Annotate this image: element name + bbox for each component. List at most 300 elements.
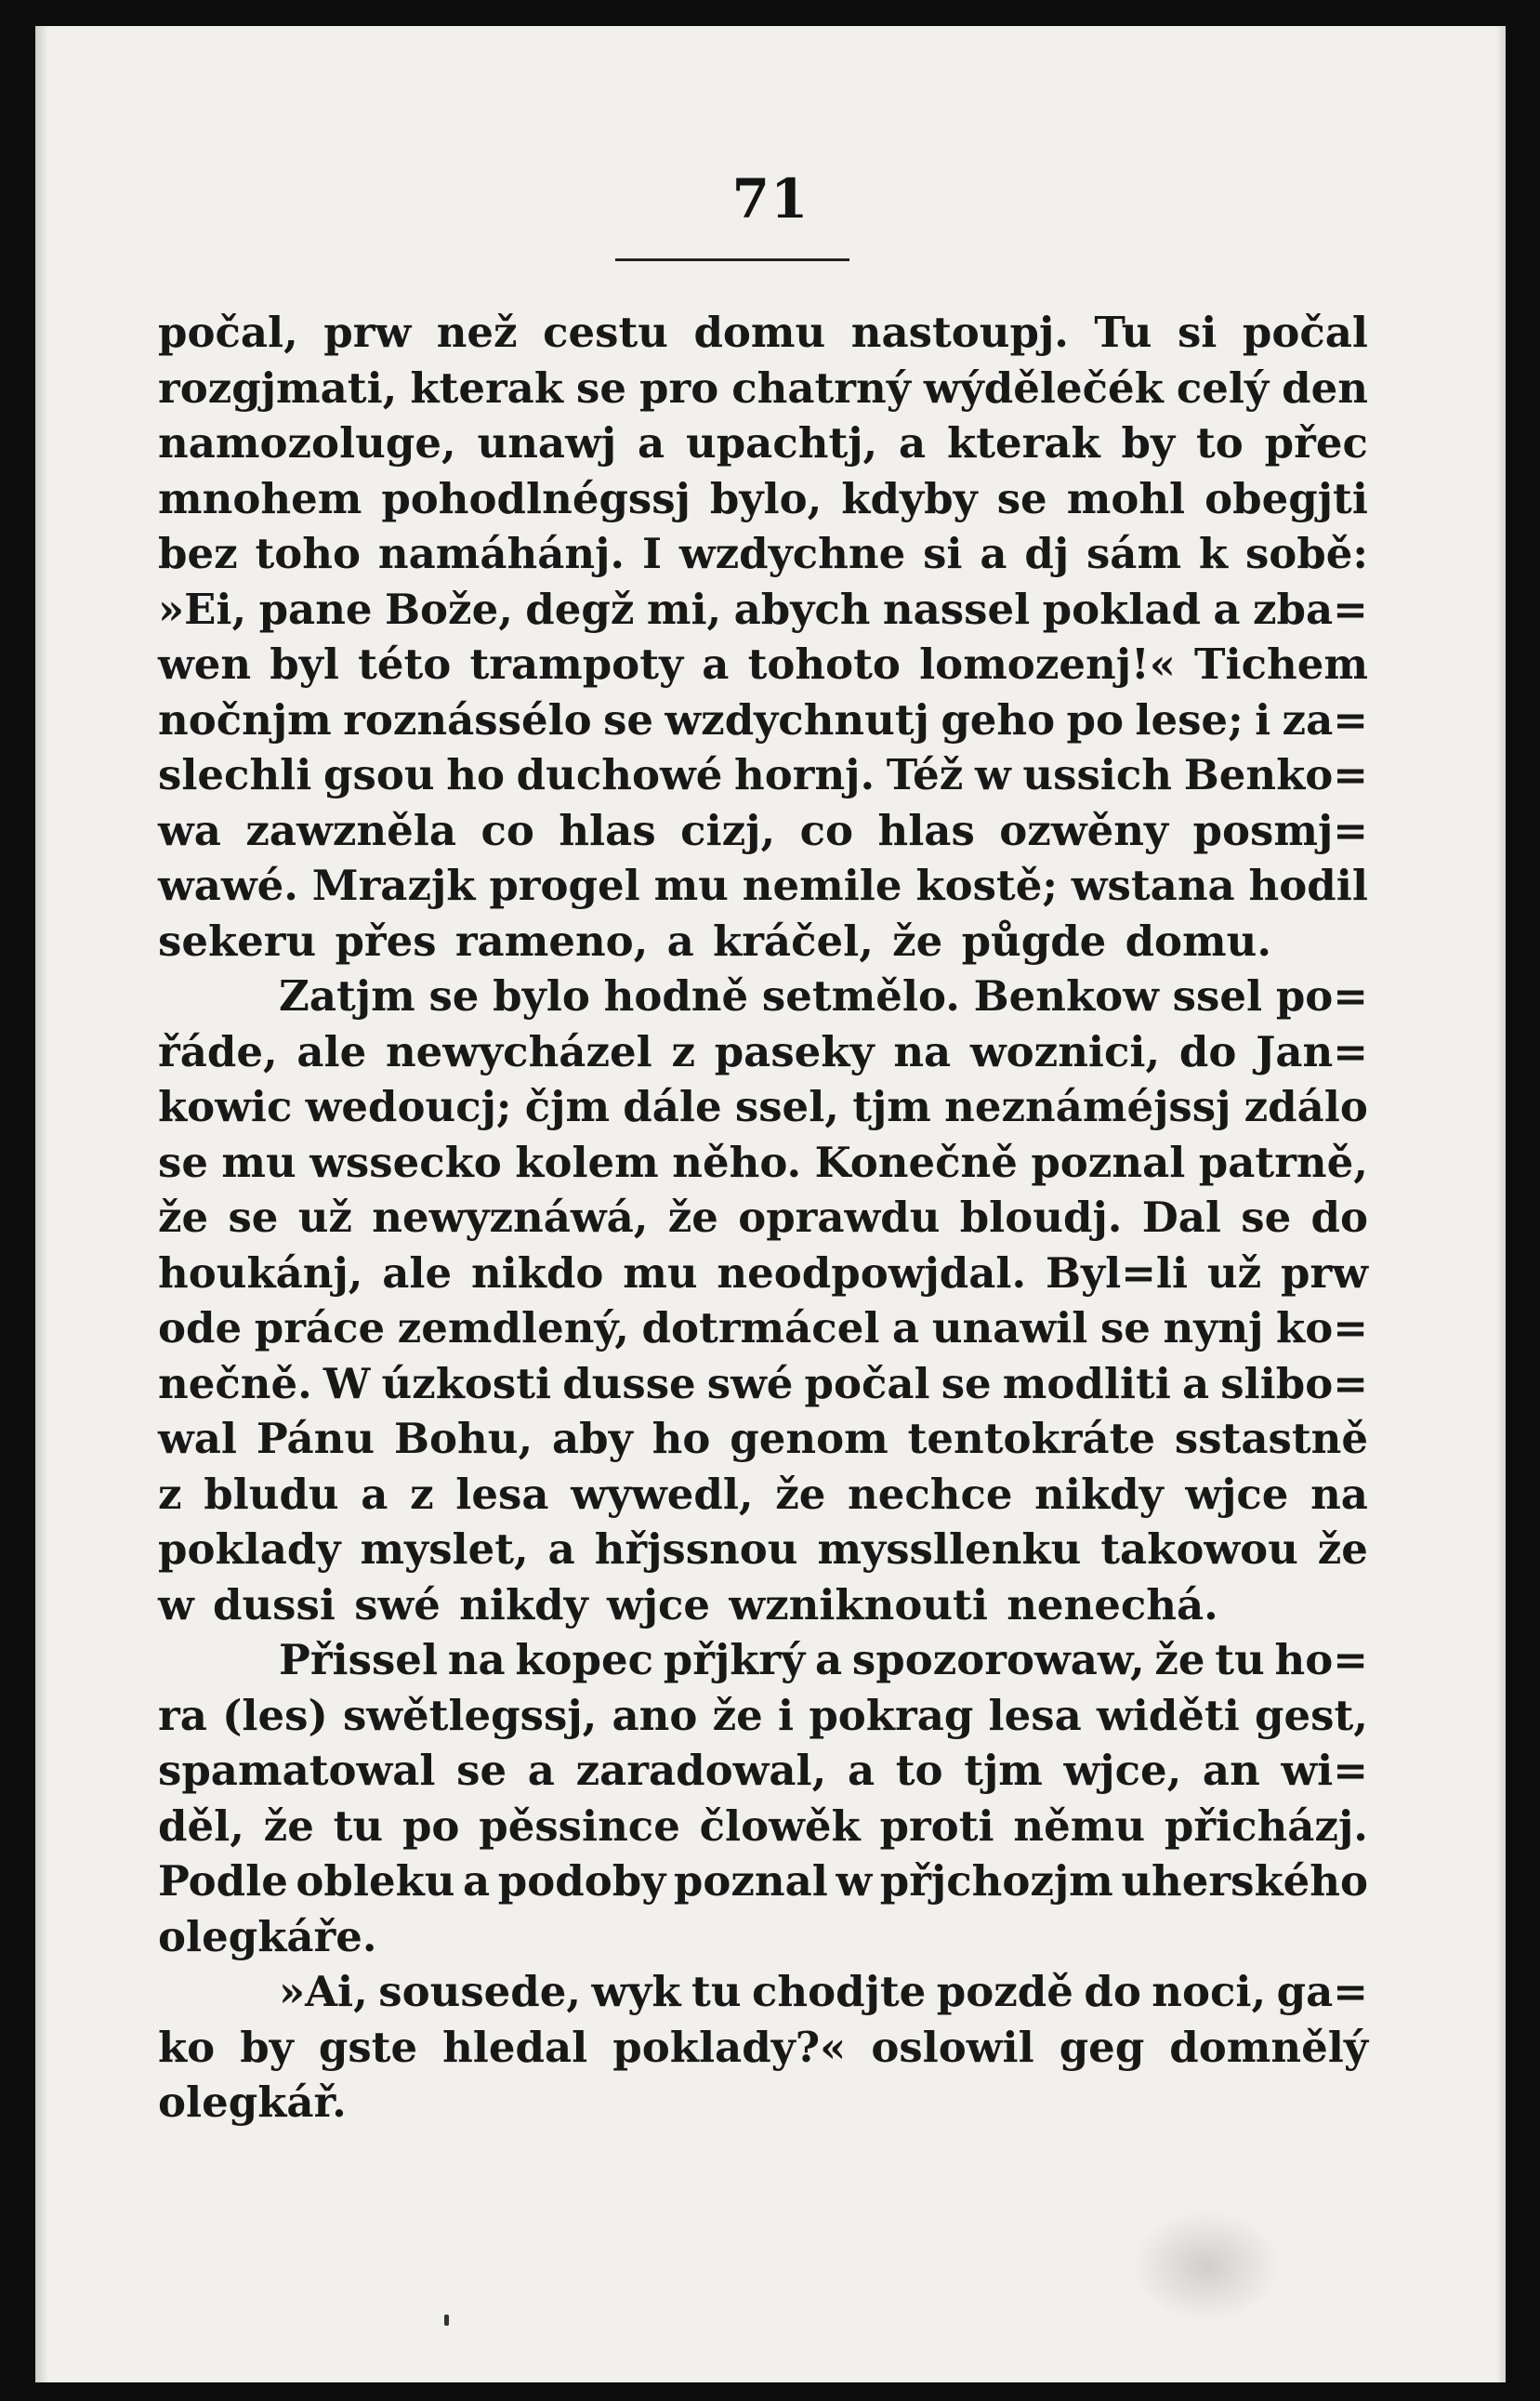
word: do [1178, 1026, 1237, 1076]
word: se [1241, 1193, 1292, 1242]
text-line [158, 416, 1368, 471]
page-edge-shadow [1496, 26, 1506, 2382]
word: tjm [964, 1746, 1043, 1795]
word: proti [879, 1801, 994, 1851]
word: hlas [877, 805, 975, 855]
word: se [456, 1746, 507, 1795]
word: že [892, 916, 943, 966]
word: spozorowaw, [851, 1635, 1145, 1684]
word: a [1213, 584, 1241, 634]
word: kterak [947, 418, 1100, 468]
word: úzkosti [381, 1358, 552, 1408]
word: domnělý [1169, 2022, 1368, 2072]
word: aby [552, 1414, 633, 1463]
word: i [778, 1690, 795, 1740]
word: hodně [603, 971, 749, 1021]
word: mohl [1066, 473, 1186, 523]
word: wzniknouti [729, 1579, 988, 1629]
word: swé [706, 1358, 794, 1408]
text-line [158, 2075, 1368, 2131]
page-gutter-shadow [35, 26, 48, 2382]
word: Pánu [256, 1414, 375, 1463]
word: Podle [158, 1856, 288, 1906]
text-line [158, 1300, 1368, 1356]
word: wedoucj; [305, 1082, 512, 1131]
word: setmělo. [761, 971, 960, 1021]
text-line [158, 1024, 1368, 1080]
word: zdálo [1244, 1082, 1368, 1131]
word: bloudj. [959, 1193, 1123, 1242]
word: Též [886, 750, 964, 799]
word: spamatowal [158, 1746, 436, 1795]
word: nikdy [459, 1579, 588, 1629]
word: gest, [1255, 1690, 1368, 1740]
word: Byl=li [1045, 1247, 1189, 1298]
text-line [158, 1964, 1368, 2020]
text-line [158, 471, 1368, 527]
word: neodpowjdal. [717, 1247, 1027, 1298]
word: nečně. [158, 1358, 312, 1408]
word: ussich [1022, 750, 1173, 799]
word: a [899, 418, 927, 468]
word: než [436, 308, 518, 357]
word: a [847, 1746, 875, 1795]
word: poklady?« [612, 2022, 847, 2072]
word: do [1310, 1193, 1368, 1242]
text-line [158, 1190, 1368, 1246]
word: se [158, 1137, 208, 1187]
word: a [666, 916, 694, 966]
word: podoby [497, 1856, 666, 1906]
word: co [799, 805, 854, 855]
word: si [1177, 308, 1218, 357]
word: přjchozjm [879, 1856, 1113, 1906]
word: oslowil [871, 2022, 1034, 2072]
word: Benkow [973, 971, 1159, 1021]
word: Benko= [1183, 750, 1368, 799]
body-text [158, 305, 1368, 2131]
word: že [712, 1690, 763, 1740]
word: co [480, 805, 534, 855]
word: I [641, 529, 662, 578]
word: ho [652, 1414, 711, 1463]
text-line [158, 526, 1368, 582]
word: se [1099, 1303, 1151, 1352]
word: kráčel, [713, 916, 874, 966]
word: w [158, 1579, 194, 1629]
word: že [263, 1801, 314, 1851]
word: w [836, 1856, 873, 1906]
word: mu [623, 1247, 698, 1298]
page-number: 71 [731, 167, 809, 231]
word: geho [941, 694, 1056, 745]
word: sstastně [1174, 1414, 1368, 1463]
word: nynj [1163, 1303, 1264, 1352]
word: z [671, 1026, 695, 1076]
word: wzdychne [678, 529, 906, 578]
word: pane [258, 584, 373, 634]
header-rule [615, 258, 849, 261]
word: tentokráte [907, 1414, 1156, 1463]
word: uherského [1121, 1856, 1368, 1906]
word: modliti [1002, 1358, 1171, 1408]
word: kowic [158, 1082, 293, 1131]
word: by [240, 2022, 294, 2072]
word: zawzněla [245, 805, 456, 855]
word: sousede, [378, 1967, 582, 2016]
word: mnohem [158, 473, 362, 523]
word: nočnjm [158, 694, 332, 745]
word: a [980, 529, 1007, 578]
word: rameno, [454, 916, 649, 966]
text-line [158, 747, 1368, 803]
word: tu [1215, 1635, 1265, 1684]
word: kostě; [915, 861, 1058, 910]
word: nassel [882, 584, 1031, 634]
word: ko= [1276, 1303, 1368, 1352]
word: bylo, [709, 473, 823, 523]
word: na [1310, 1469, 1368, 1519]
word: sobě: [1244, 529, 1368, 578]
word: olegkář. [158, 2078, 347, 2127]
word: ale [382, 1247, 453, 1298]
word: práce [254, 1303, 386, 1352]
word: wjce [607, 1579, 711, 1629]
word: ga= [1276, 1967, 1368, 2016]
word: tjm [852, 1082, 931, 1131]
word: Bože, [384, 584, 513, 634]
word: kopec [515, 1635, 654, 1684]
word: byl [270, 640, 339, 689]
word: ko [158, 2022, 216, 2072]
text-line [158, 1135, 1368, 1191]
word: unawj [477, 418, 617, 468]
word: na [447, 1635, 506, 1684]
word: z [410, 1469, 434, 1519]
word: že [158, 1193, 209, 1242]
word: že [1317, 1524, 1368, 1574]
ink-speck [444, 2315, 449, 2326]
word: newyznáwá, [372, 1193, 649, 1242]
word: z [158, 1469, 182, 1519]
word: progel [489, 861, 640, 910]
word: lomozenj!« [919, 640, 1176, 689]
word: kdyby [841, 473, 978, 523]
word: genom [730, 1414, 888, 1463]
text-line [158, 2020, 1368, 2076]
word: hlas [559, 805, 656, 855]
word: ode [158, 1303, 243, 1352]
text-line [158, 693, 1368, 748]
word: řáde, [158, 1026, 278, 1076]
word: dotrmácel [641, 1303, 880, 1352]
word: se [941, 1358, 992, 1408]
word: se [428, 971, 480, 1021]
word: noci, [1152, 1967, 1267, 2016]
word: poklad [1042, 584, 1201, 634]
text-line [158, 969, 1368, 1024]
word: takowou [1100, 1524, 1298, 1574]
book-page [35, 26, 1506, 2382]
text-line [158, 1632, 1368, 1688]
text-line [158, 858, 1368, 914]
text-line [158, 1577, 1368, 1633]
word: by [1121, 418, 1176, 468]
word: obleku [296, 1856, 455, 1906]
word: že [667, 1193, 718, 1242]
word: widěti [1096, 1690, 1240, 1740]
word: nikdo [470, 1247, 604, 1298]
word: geg [1059, 2022, 1145, 2072]
word: ssel [1172, 971, 1263, 1021]
word: wywedl, [571, 1469, 754, 1519]
word: wjce [1185, 1469, 1289, 1519]
word: cizj, [680, 805, 776, 855]
word: počal, [158, 308, 298, 357]
text-line [158, 1522, 1368, 1577]
text-line [158, 305, 1368, 361]
text-line [158, 582, 1368, 638]
word: se [603, 694, 654, 745]
word: hřjssnou [594, 1524, 798, 1574]
word: pro [639, 363, 719, 413]
word: houkánj, [158, 1247, 363, 1298]
word: němu [1013, 1801, 1146, 1851]
word: patrně, [1198, 1137, 1368, 1187]
word: trampoty [469, 640, 684, 689]
word: zaradowal, [575, 1746, 827, 1795]
word: bez [158, 529, 238, 578]
word: myssllenku [817, 1524, 1082, 1574]
word: W [322, 1358, 371, 1408]
word: dj [1024, 529, 1070, 578]
word: nemile [742, 861, 902, 910]
word: a [1181, 1358, 1210, 1408]
word: Bohu, [393, 1414, 533, 1463]
word: už [297, 1193, 352, 1242]
word: poznal [1031, 1137, 1186, 1187]
word: woznici, [969, 1026, 1161, 1076]
word: Tichem [1194, 640, 1368, 689]
word: nenechá. [1007, 1579, 1218, 1629]
word: hledal [442, 2022, 588, 2072]
word: a [892, 1303, 920, 1352]
text-line [158, 1909, 1368, 1965]
word: se [576, 363, 626, 413]
word: a [527, 1746, 555, 1795]
word: půgde [961, 916, 1107, 966]
word: (les) [222, 1690, 328, 1740]
word: pozdě [936, 1967, 1073, 2016]
word: pohodlnégssj [381, 473, 691, 523]
word: gsou [323, 750, 435, 799]
word: tu [691, 1967, 742, 2016]
word: degž [525, 584, 635, 634]
word: zba= [1252, 584, 1368, 634]
word: w [974, 750, 1011, 799]
word: wyk [591, 1967, 681, 2016]
word: dále [623, 1082, 722, 1131]
word: myslet, [360, 1524, 529, 1574]
word: domu [693, 308, 826, 357]
word: upachtj, [685, 418, 878, 468]
text-line [158, 1799, 1368, 1854]
word: nechce [848, 1469, 1013, 1519]
word: den [1282, 363, 1368, 413]
word: ozwěny [999, 805, 1169, 855]
word: celý [1176, 363, 1270, 413]
word: neznáméjssj [944, 1082, 1231, 1131]
word: přjkrý [663, 1635, 806, 1684]
word: děl, [158, 1801, 244, 1851]
word: slechli [158, 750, 312, 799]
word: wal [158, 1414, 237, 1463]
word: duchowé [516, 750, 723, 799]
word: počal [1242, 308, 1368, 357]
word: wa [158, 805, 221, 855]
word: nikdy [1034, 1469, 1164, 1519]
word: poznal [673, 1856, 828, 1906]
word: mu [653, 861, 729, 910]
word: oprawdu [738, 1193, 941, 1242]
word: ale [296, 1026, 367, 1076]
word: i [1255, 694, 1271, 745]
word: wen [158, 640, 252, 689]
word: a [815, 1635, 843, 1684]
word: to [1196, 418, 1244, 468]
word: zemdlený, [397, 1303, 629, 1352]
text-line [158, 1743, 1368, 1799]
word: prw [323, 308, 412, 357]
word: chatrný [731, 363, 911, 413]
word: se [228, 1193, 279, 1242]
word: ano [612, 1690, 698, 1740]
word: hornj. [734, 750, 875, 799]
word: wawé. [158, 861, 298, 910]
word: něho. [672, 1137, 802, 1187]
word: Přissel [279, 1635, 439, 1684]
word: posmj= [1192, 805, 1368, 855]
text-line [158, 637, 1368, 693]
word: roznássélo [343, 694, 592, 745]
word: Dal [1141, 1193, 1221, 1242]
word: prw [1281, 1247, 1368, 1298]
word: že [1154, 1635, 1205, 1684]
word: newycházel [385, 1026, 652, 1076]
text-line [158, 1079, 1368, 1135]
word: dussi [213, 1579, 336, 1629]
word: bludu [204, 1469, 339, 1519]
word: čjm [524, 1082, 611, 1131]
word: si [923, 529, 963, 578]
word: po= [1275, 971, 1368, 1021]
word: wssecko [309, 1137, 502, 1187]
word: k [1198, 529, 1229, 578]
text-line [158, 803, 1368, 859]
word: Konečně [814, 1137, 1018, 1187]
word: po [401, 1801, 460, 1851]
word: pěssince [479, 1801, 680, 1851]
word: tu [333, 1801, 384, 1851]
word: lese; [1135, 694, 1244, 745]
word: ra [158, 1690, 207, 1740]
text-line [158, 1411, 1368, 1467]
word: Tu [1094, 308, 1152, 357]
word: na [893, 1026, 952, 1076]
word: unawil [931, 1303, 1088, 1352]
word: sám [1086, 529, 1182, 578]
word: an [1202, 1746, 1260, 1795]
word: wstana [1071, 861, 1235, 910]
word: přes [335, 916, 437, 966]
word: a [702, 640, 730, 689]
word: wzdychnutj [665, 694, 929, 745]
word: tohoto [747, 640, 901, 689]
word: paseky [714, 1026, 875, 1076]
word: už [1206, 1247, 1262, 1298]
word: toho [255, 529, 362, 578]
word: lesa [988, 1690, 1082, 1740]
word: a [463, 1856, 491, 1906]
word: kterak [410, 363, 564, 413]
word: namáhánj. [377, 529, 625, 578]
word: cestu [543, 308, 668, 357]
word: přicházj. [1164, 1801, 1368, 1851]
word: olegkáře. [158, 1911, 377, 1961]
word: rozgjmati, [158, 363, 398, 413]
word: bylo [493, 971, 590, 1021]
word: přec [1264, 418, 1368, 468]
word: Zatjm [279, 971, 415, 1021]
word: ssel, [734, 1082, 839, 1131]
word: a [361, 1469, 388, 1519]
word: mi, [646, 584, 722, 634]
text-line [158, 1854, 1368, 1909]
word: »Ai, [279, 1967, 368, 2016]
word: »Ei, [158, 584, 247, 634]
text-line [158, 1246, 1368, 1301]
word: sekeru [158, 916, 317, 966]
word: lesa [455, 1469, 549, 1519]
word: gste [318, 2022, 418, 2072]
word: ho [446, 750, 505, 799]
text-line [158, 1688, 1368, 1744]
word: wi= [1281, 1746, 1368, 1795]
word: a [637, 418, 665, 468]
word: hodil [1248, 861, 1368, 910]
text-line [158, 914, 1368, 970]
text-line [158, 1356, 1368, 1412]
word: a [547, 1524, 575, 1574]
word: kolem [515, 1137, 659, 1187]
word: této [358, 640, 452, 689]
word: počal [804, 1358, 930, 1408]
word: pokrag [809, 1690, 974, 1740]
word: do [1084, 1967, 1141, 2016]
word: obegjti [1204, 473, 1368, 523]
word: mu [221, 1137, 296, 1187]
word: se [996, 473, 1047, 523]
word: wýdělečék [923, 363, 1164, 413]
word: Mrazjk [311, 861, 476, 910]
word: namozoluge, [158, 418, 456, 468]
word: wjce, [1063, 1746, 1182, 1795]
word: za= [1282, 694, 1368, 745]
word: chodjte [752, 1967, 927, 2016]
paper-stain [1132, 2210, 1281, 2322]
word: to [895, 1746, 943, 1795]
word: člowěk [699, 1801, 861, 1851]
